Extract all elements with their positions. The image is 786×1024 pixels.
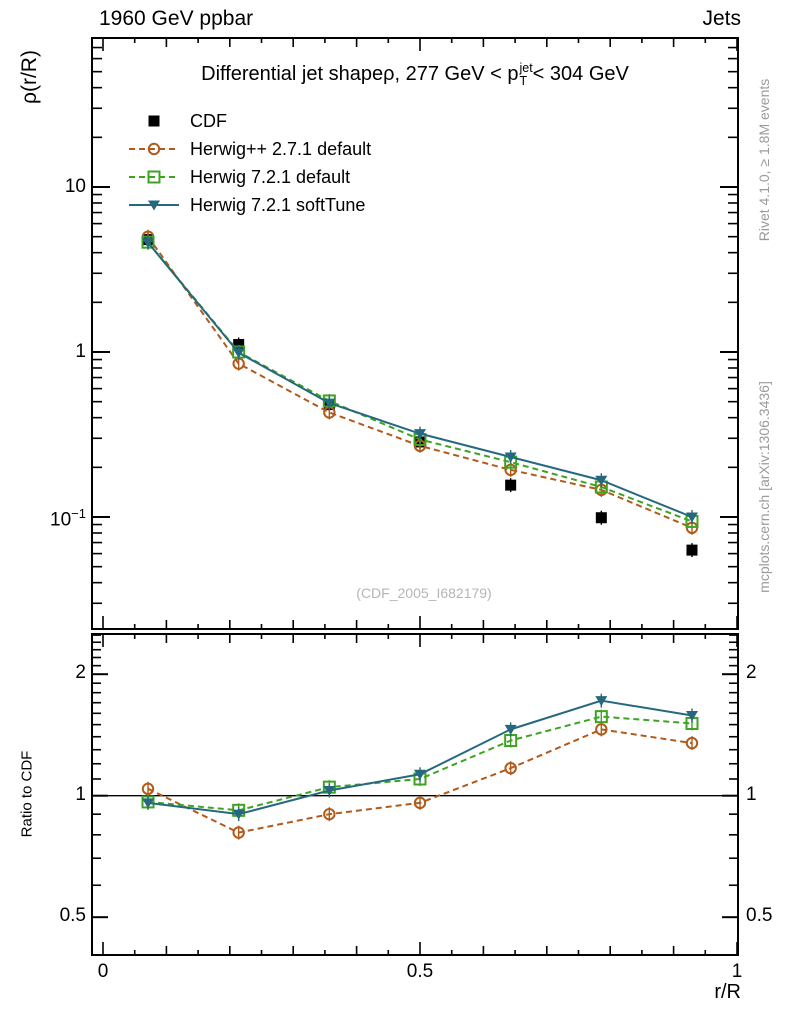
ratio-ytick-left-2: 2 bbox=[75, 662, 86, 683]
observable-group-label: Jets bbox=[702, 7, 741, 30]
legend-row-herwig7-softtune bbox=[127, 191, 371, 219]
ratio-ytick-right-0p5: 0.5 bbox=[746, 905, 773, 926]
xtick-1: 1 bbox=[731, 961, 743, 982]
xtick-0: 0 bbox=[97, 961, 109, 982]
legend-label-herwig7-softtune: Herwig 7.2.1 softTune bbox=[190, 194, 366, 215]
ratio-ytick-left-1: 1 bbox=[75, 784, 86, 805]
legend-marker-herwig7-softtune bbox=[127, 194, 181, 216]
legend-marker-cdf bbox=[127, 110, 181, 132]
main-ytick-0p1: $10^{-1}$ bbox=[50, 506, 86, 531]
ratio-ytick-right-1: 1 bbox=[746, 784, 757, 805]
series-herwig-2-7-1-default bbox=[143, 230, 697, 535]
main-y-axis-label: ρ(r/R) bbox=[18, 50, 41, 104]
legend-label-cdf: CDF bbox=[190, 110, 227, 131]
plot-title bbox=[201, 61, 629, 87]
title-pt-jet-stack bbox=[519, 62, 532, 88]
beam-label: 1960 GeV ppbar bbox=[99, 7, 254, 30]
title-suffix: < 304 GeV bbox=[532, 62, 629, 85]
legend bbox=[127, 107, 371, 219]
series-cdf bbox=[143, 233, 698, 558]
xtick-0p5: 0.5 bbox=[406, 961, 434, 982]
legend-marker-herwig7-default bbox=[127, 166, 181, 188]
legend-label-herwig7-default: Herwig 7.2.1 default bbox=[190, 166, 351, 187]
x-axis-label: r/R bbox=[714, 981, 741, 1003]
title-mid: , 277 GeV < p bbox=[394, 62, 519, 85]
analysis-citation: (CDF_2005_I682179) bbox=[356, 585, 492, 601]
title-pt-sub: T bbox=[519, 74, 528, 88]
title-rho: ρ bbox=[383, 62, 395, 85]
title-text: Differential jet shape bbox=[201, 62, 384, 85]
ratio-panel-frame bbox=[92, 634, 738, 955]
main-ytick-1: 1 bbox=[75, 341, 86, 362]
legend-marker-herwigpp-default bbox=[127, 138, 181, 160]
legend-row-herwig7-default bbox=[127, 163, 371, 191]
mcplots-watermark: mcplots.cern.ch [arXiv:1306.3436] bbox=[756, 381, 772, 593]
legend-row-cdf bbox=[127, 107, 371, 135]
legend-row-herwigpp-default bbox=[127, 135, 371, 163]
series-herwig-7-2-1-softtune bbox=[142, 236, 698, 524]
ratio-ytick-right-2: 2 bbox=[746, 662, 757, 683]
title-pt-sup: jet bbox=[519, 60, 533, 75]
main-ytick-10: 10 bbox=[64, 176, 86, 197]
ratio-ytick-left-0p5: 0.5 bbox=[59, 905, 86, 926]
legend-label-herwigpp-default: Herwig++ 2.7.1 default bbox=[190, 138, 372, 159]
rivet-version-watermark: Rivet 4.1.0, ≥ 1.8M events bbox=[756, 78, 772, 242]
ratio-y-axis-label: Ratio to CDF bbox=[18, 750, 36, 838]
